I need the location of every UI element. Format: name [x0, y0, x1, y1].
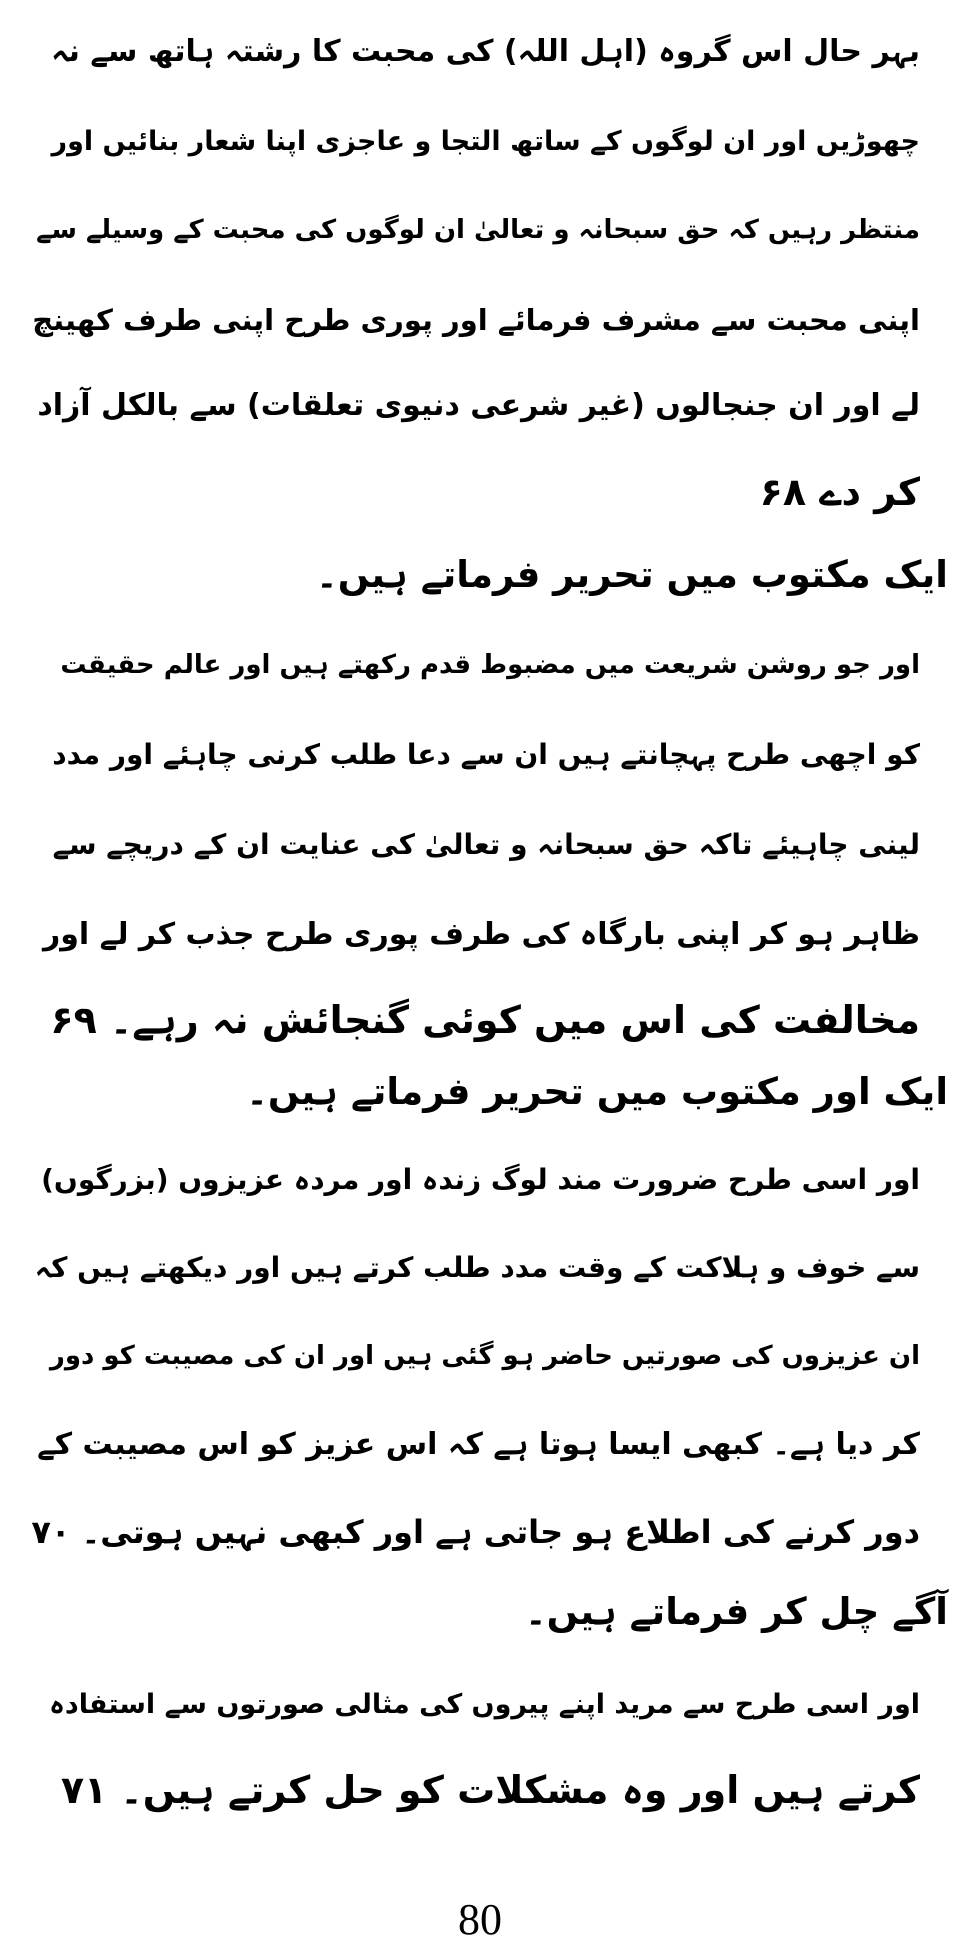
text-line: کو اچھی طرح پہچانتے ہیں ان سے دعا طلب کرنی چاہئے اور مدد: [52, 738, 920, 771]
text-line: چھوڑیں اور ان لوگوں کے ساتھ التجا و عاجزی اپنا شعار بنائیں اور: [51, 126, 920, 157]
text-line: منتظر رہیں کہ حق سبحانہ و تعالیٰ ان لوگوں کی محبت کے وسیلے سے: [36, 215, 920, 245]
text-line: اور جو روشن شریعت میں مضبوط قدم رکھتے ہیں اور عالم حقیقت: [60, 650, 920, 680]
text-line: اپنی محبت سے مشرف فرمائے اور پوری طرح اپنی طرف کھینچ: [32, 303, 920, 337]
page-number: 80: [458, 1895, 502, 1944]
text-line: اور اسی طرح سے مرید اپنے پیروں کی مثالی صورتوں سے استفادہ: [49, 1689, 920, 1720]
text-line footnote-ref-69: مخالفت کی اس میں کوئی گنجائش نہ رہے۔ ۶۹: [50, 998, 920, 1042]
text-line: لے اور ان جنجالوں (غیر شرعی دنیوی تعلقات) سے بالکل آزاد: [37, 388, 920, 423]
section-heading: ایک اور مکتوب میں تحریر فرماتے ہیں۔: [246, 1070, 948, 1113]
text-line footnote-ref-68: کر دے ۶۸: [759, 470, 920, 514]
text-line: ظاہر ہو کر اپنی بارگاہ کی طرف پوری طرح جذب کر لے اور: [42, 917, 920, 952]
section-heading: ایک مکتوب میں تحریر فرماتے ہیں۔: [316, 553, 948, 596]
text-line: سے خوف و ہلاکت کے وقت مدد طلب کرتے ہیں اور دیکھتے ہیں کہ: [34, 1251, 920, 1284]
text-line: کر دیا ہے۔ کبھی ایسا ہوتا ہے کہ اس عزیز کو اس مصیبت کے: [37, 1427, 920, 1462]
text-line: اور اسی طرح ضرورت مند لوگ زندہ اور مردہ عزیزوں (بزرگوں): [41, 1163, 920, 1196]
text-line: ان عزیزوں کی صورتیں حاضر ہو گئی ہیں اور ان کی مصیبت کو دور: [49, 1341, 920, 1371]
text-line: لینی چاہیئے تاکہ حق سبحانہ و تعالیٰ کی عنایت ان کے دریچے سے: [52, 828, 920, 861]
text-line footnote-ref-70: دور کرنے کی اطلاع ہو جاتی ہے اور کبھی نہیں ہوتی۔ ۷۰: [31, 1513, 920, 1551]
text-line footnote-ref-71: کرتے ہیں اور وہ مشکلات کو حل کرتے ہیں۔ ۷۱: [60, 1768, 920, 1812]
text-line: بہر حال اس گروہ (اہل اللہ) کی محبت کا رشتہ ہاتھ سے نہ: [51, 34, 920, 69]
section-heading: آگے چل کر فرماتے ہیں۔: [524, 1590, 948, 1633]
